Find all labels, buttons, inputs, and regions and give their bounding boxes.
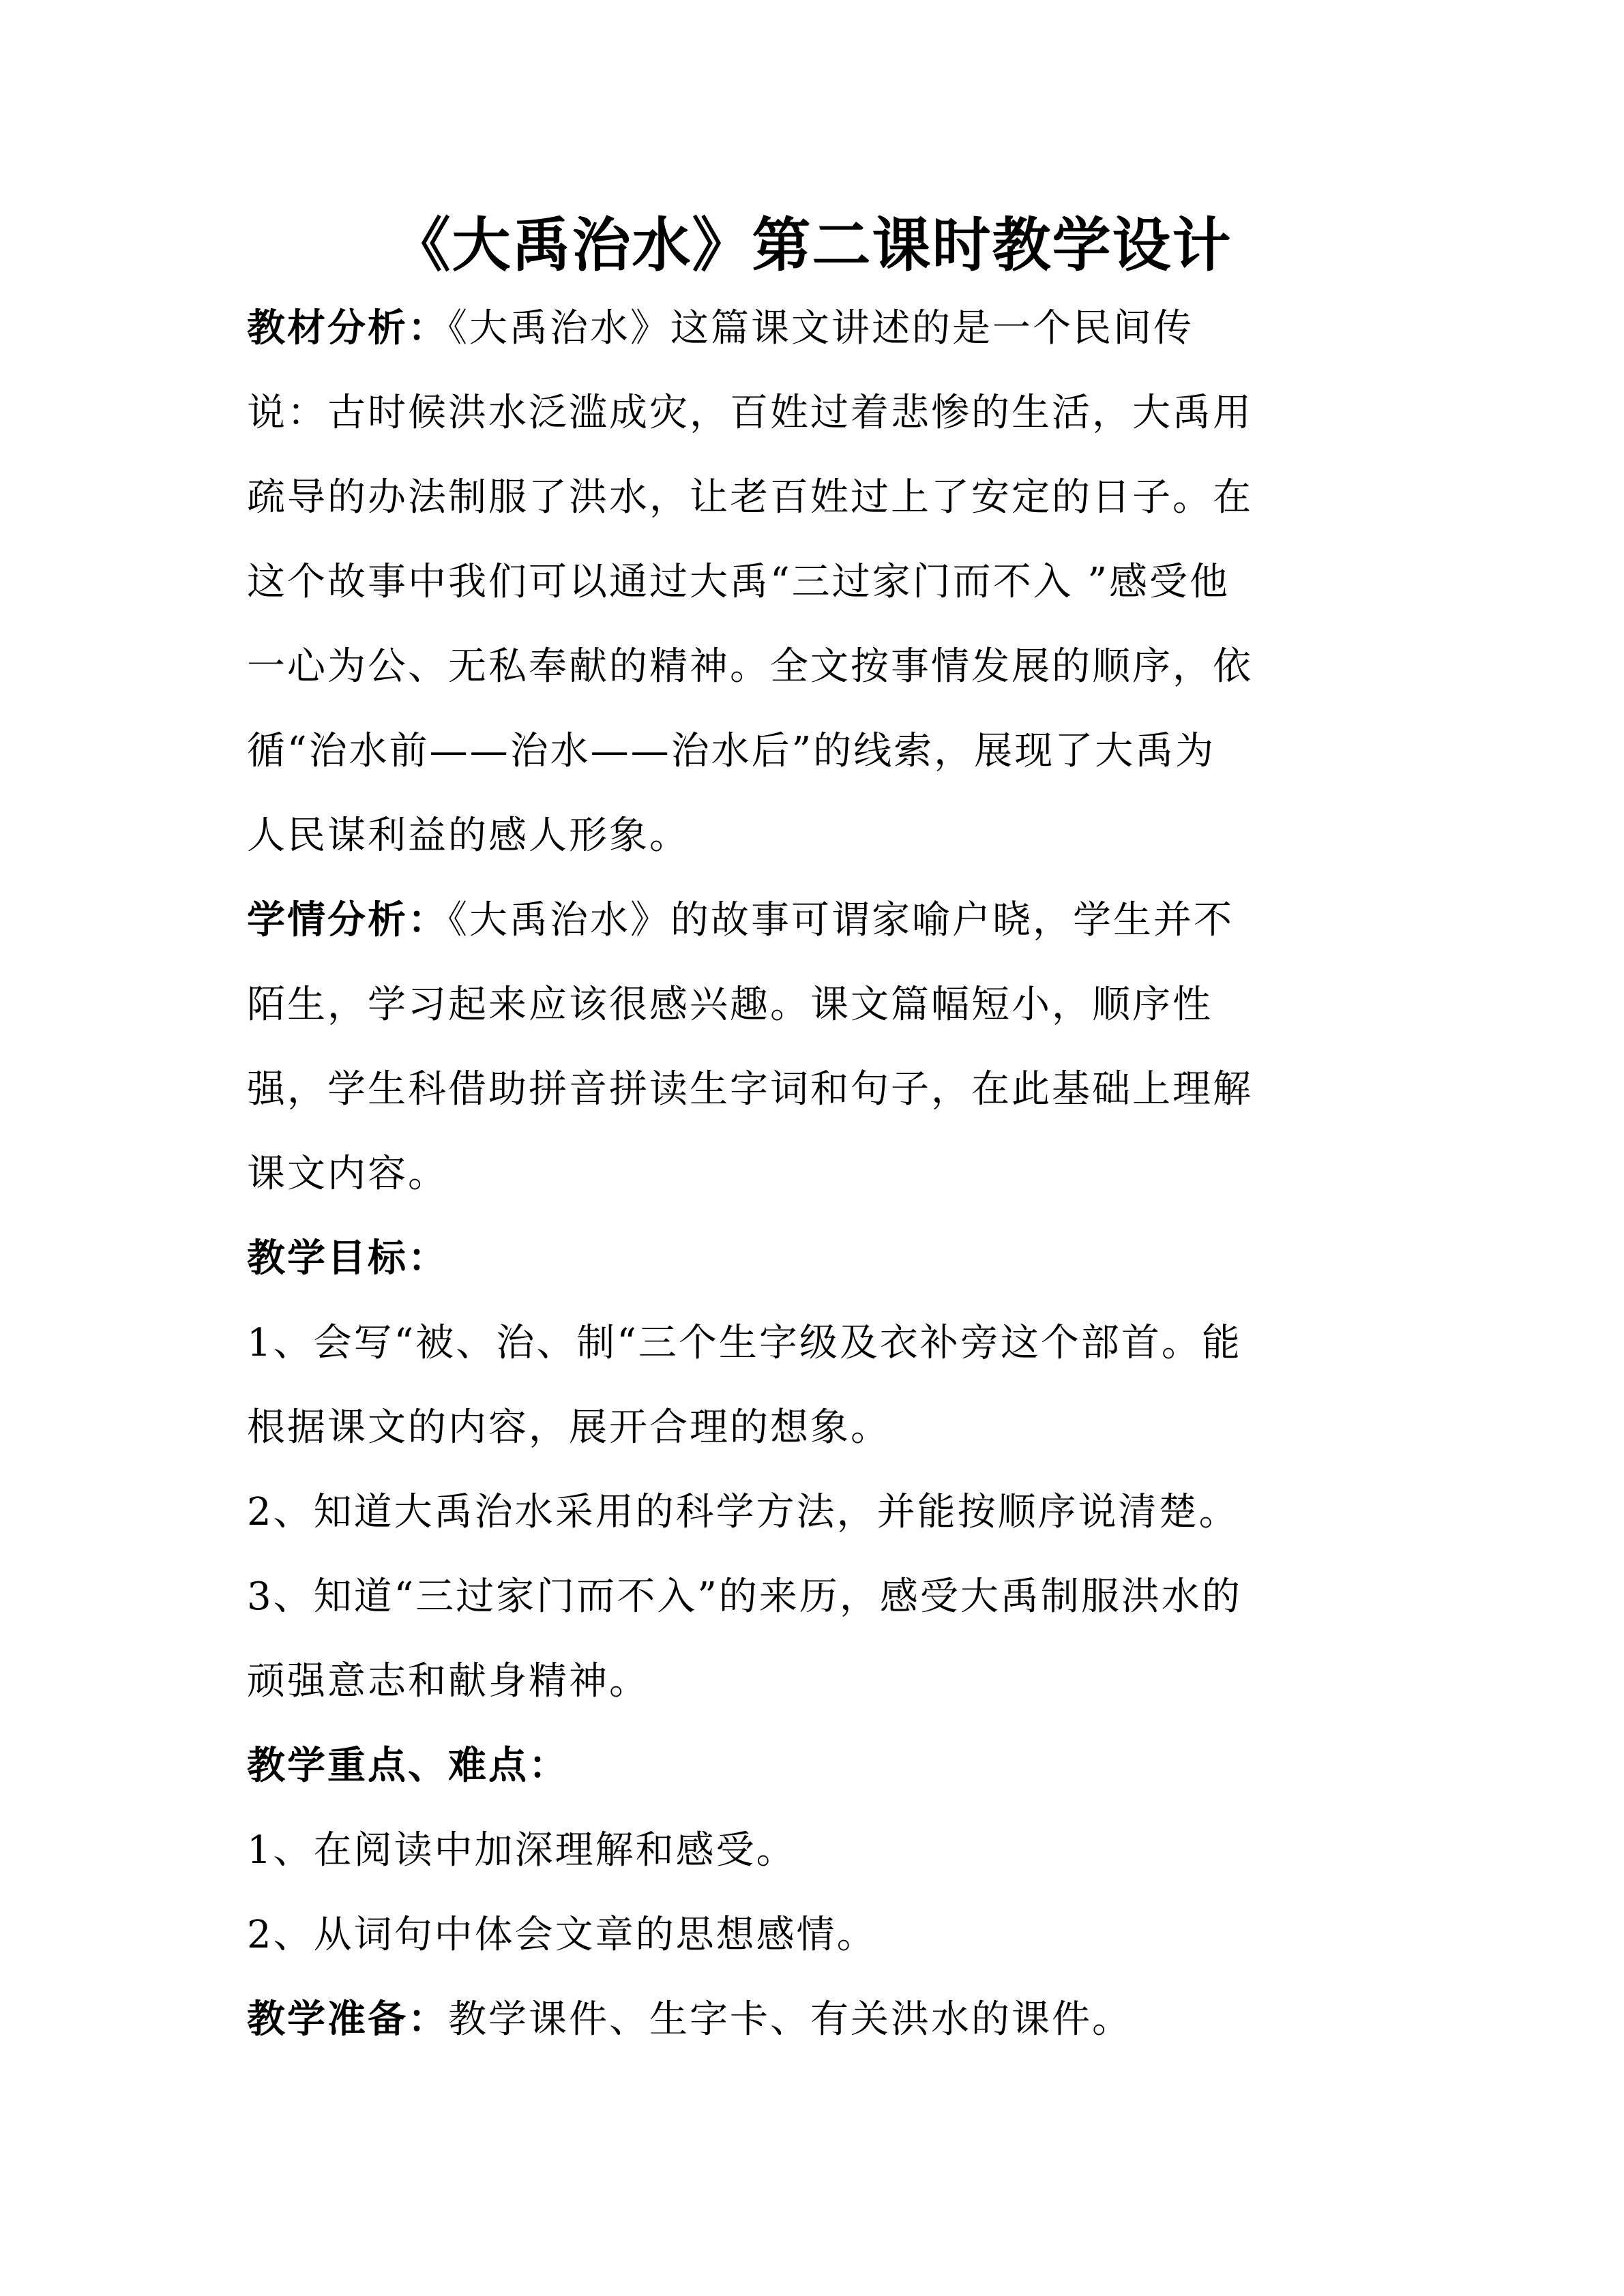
- preparation-line: [247, 1978, 1393, 2062]
- material-analysis-heading: 教材分析：: [247, 306, 448, 351]
- material-analysis-line-6: 循“治水前——治水——治水后”的线索，展现了大禹为: [247, 729, 1216, 773]
- material-analysis-line-1: [247, 286, 1393, 371]
- student-analysis-heading: 学情分析：: [247, 898, 448, 942]
- key-points-heading: 教学重点、难点：: [247, 1744, 569, 1788]
- material-analysis-line-5: 一心为公、无私奉献的精神。全文按事情发展的顺序，依: [247, 644, 1253, 689]
- student-analysis-line-3: 强，学生科借助拼音拼读生字词和句子，在此基础上理解: [247, 1067, 1253, 1112]
- preparation-text: 教学课件、生字卡、有关洪水的课件。: [448, 1997, 1132, 2042]
- key-point-line-1: 1、在阅读中加深理解和感受。: [247, 1828, 797, 1873]
- material-analysis-line-4: 这个故事中我们可以通过大禹“三过家门而不入 ”感受他: [247, 560, 1230, 604]
- material-analysis-line-7: 人民谋利益的感人形象。: [247, 814, 690, 858]
- key-point-line-2: 2、从词句中体会文章的思想感情。: [247, 1913, 877, 1957]
- material-analysis-line-3: 疏导的办法制服了洪水，让老百姓过上了安定的日子。在: [247, 475, 1253, 520]
- objective-line-5: 顽强意志和献身精神。: [247, 1659, 649, 1703]
- objective-line-1: 1、会写“被、治、制“三个生字级及衣补旁这个部首。能: [247, 1321, 1242, 1365]
- objective-line-3: 2、知道大禹治水采用的科学方法，并能按顺序说清楚。: [247, 1490, 1239, 1534]
- student-analysis-line-4: 课文内容。: [247, 1152, 448, 1196]
- student-analysis-line-1: [247, 878, 1393, 963]
- material-analysis-text: 《大禹治水》这篇课文讲述的是一个民间传: [448, 306, 1194, 351]
- objective-line-4: 3、知道“三过家门而不入”的来历，感受大禹制服洪水的: [247, 1575, 1242, 1619]
- preparation-heading: 教学准备：: [247, 1997, 448, 2042]
- document-title: 《大禹治水》第二课时教学设计: [392, 211, 1232, 280]
- material-analysis-line-2: 说：古时候洪水泛滥成灾，百姓过着悲惨的生活，大禹用: [247, 391, 1253, 435]
- document-body: [247, 286, 1393, 2062]
- student-analysis-text: 《大禹治水》的故事可谓家喻户晓，学生并不: [448, 898, 1234, 942]
- student-analysis-line-2: 陌生，学习起来应该很感兴趣。课文篇幅短小，顺序性: [247, 983, 1213, 1027]
- objectives-heading: 教学目标：: [247, 1236, 448, 1281]
- objective-line-2: 根据课文的内容，展开合理的想象。: [247, 1405, 891, 1450]
